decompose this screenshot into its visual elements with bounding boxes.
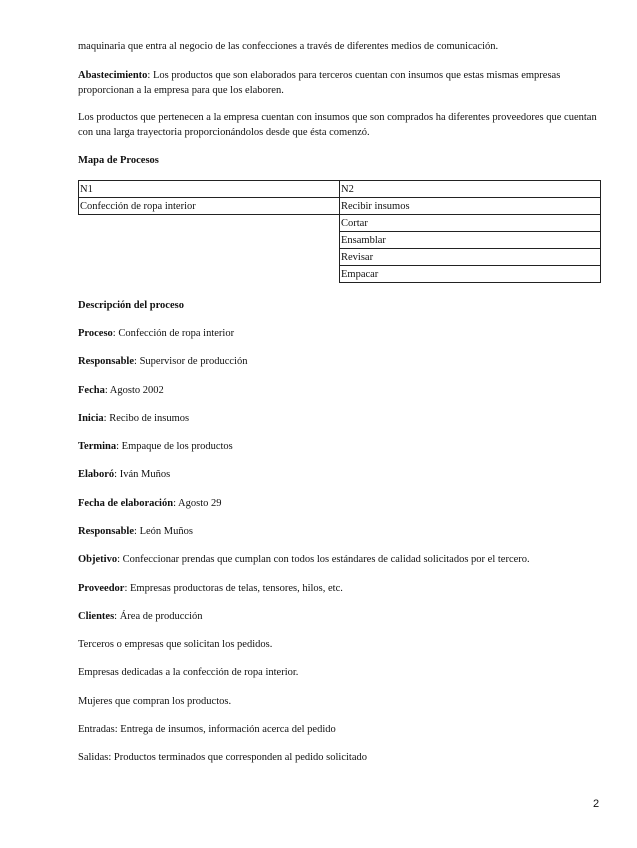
field-value: Supervisor de producción [139,356,248,367]
field-label: Termina [78,441,117,452]
field-proceso [78,326,598,341]
field-value: Confeccionar prendas que cumplan con todos los estándares de calidad solicitados por el tercero. [122,554,530,565]
field-sep: : [124,583,131,594]
n2-step-cell: Empacar [340,266,601,283]
field-label: Proceso [78,328,113,339]
field-sep: : [112,328,119,339]
field-value: Confección de ropa interior [118,328,235,339]
field-value: Área de producción [119,611,203,622]
client-line-mujeres: Mujeres que compran los productos. [78,696,232,707]
n2-step-cell: Recibir insumos [340,198,601,215]
field-responsable [78,354,598,369]
descripcion-heading: Descripción del proceso [78,300,184,311]
field-objetivo [78,552,598,567]
field-sep: : [173,498,179,509]
mapa-heading: Mapa de Procesos [78,155,159,166]
field-value: Agosto 2002 [109,385,164,396]
n2-step-cell: Cortar [340,215,601,232]
n2-step-cell: Revisar [340,249,601,266]
field-proveedor [78,581,598,596]
n2-step-cell: Ensamblar [340,232,601,249]
empty-cell [79,232,340,249]
field-label: Inicia [78,413,104,424]
table-row [79,249,601,266]
intro-continuation: maquinaria que entra al negocio de las confecciones a través de diferentes medios de comunicación. [78,41,499,52]
table-row [79,266,601,283]
empty-cell [79,266,340,283]
field-label: Objetivo [78,554,118,565]
field-label: Responsable [78,356,135,367]
field-sep: : [134,356,140,367]
field-sep: : [134,526,140,537]
field-value: Agosto 29 [178,498,222,509]
field-label: Elaboró [78,469,115,480]
field-inicia [78,411,598,426]
n1-process-cell: Confección de ropa interior [79,198,340,215]
field-label: Fecha [78,385,105,396]
field-elaboro [78,467,598,482]
field-fecha [78,383,598,398]
abastecimiento-text: : Los productos que son elaborados para terceros cuentan con insumos que estas mismas empresas proporcionan a la empresa para que los elaboren. [78,70,561,96]
field-value: Iván Muños [119,469,171,480]
field-label: Responsable [78,526,135,537]
field-responsable-2 [78,524,598,539]
field-sep: : [114,469,120,480]
field-value: Recibo de insumos [109,413,190,424]
abastecimiento-paragraph [78,68,598,98]
salidas-line: Salidas: Productos terminados que corresponden al pedido solicitado [78,752,367,763]
field-label: Proveedor [78,583,125,594]
field-value: Empresas productoras de telas, tensores, hilos, etc. [130,583,343,594]
entradas-line: Entradas: Entrega de insumos, información acerca del pedido [78,724,336,735]
abastecimiento-label: Abastecimiento [78,70,148,81]
field-sep: : [104,385,110,396]
empty-cell [79,215,340,232]
table-row [79,232,601,249]
field-sep: : [114,611,120,622]
field-value: Empaque de los productos [121,441,233,452]
client-line-empresas: Empresas dedicadas a la confección de ropa interior. [78,667,299,678]
field-sep: : [103,413,110,424]
table-row [79,215,601,232]
field-label: Fecha de elaboración [78,498,174,509]
table-row [79,181,601,198]
field-label: Clientes [78,611,115,622]
field-fecha-elaboracion [78,496,598,511]
table-header-n1: N1 [79,181,340,198]
field-clientes [78,609,598,624]
productos-paragraph: Los productos que pertenecen a la empresa cuentan con insumos que son comprados ha diferentes proveedores que cuentan con una larga trayectoria proporcionándolos desde que ésta comenzó. [78,112,597,138]
empty-cell [79,249,340,266]
field-sep: : [116,441,122,452]
field-sep: : [117,554,123,565]
client-line-terceros: Terceros o empresas que solicitan los pedidos. [78,639,273,650]
field-termina [78,439,598,454]
table-row [79,198,601,215]
page-number: 2 [593,798,600,810]
process-map-table [78,180,601,283]
table-header-n2: N2 [340,181,601,198]
field-value: León Muños [139,526,193,537]
